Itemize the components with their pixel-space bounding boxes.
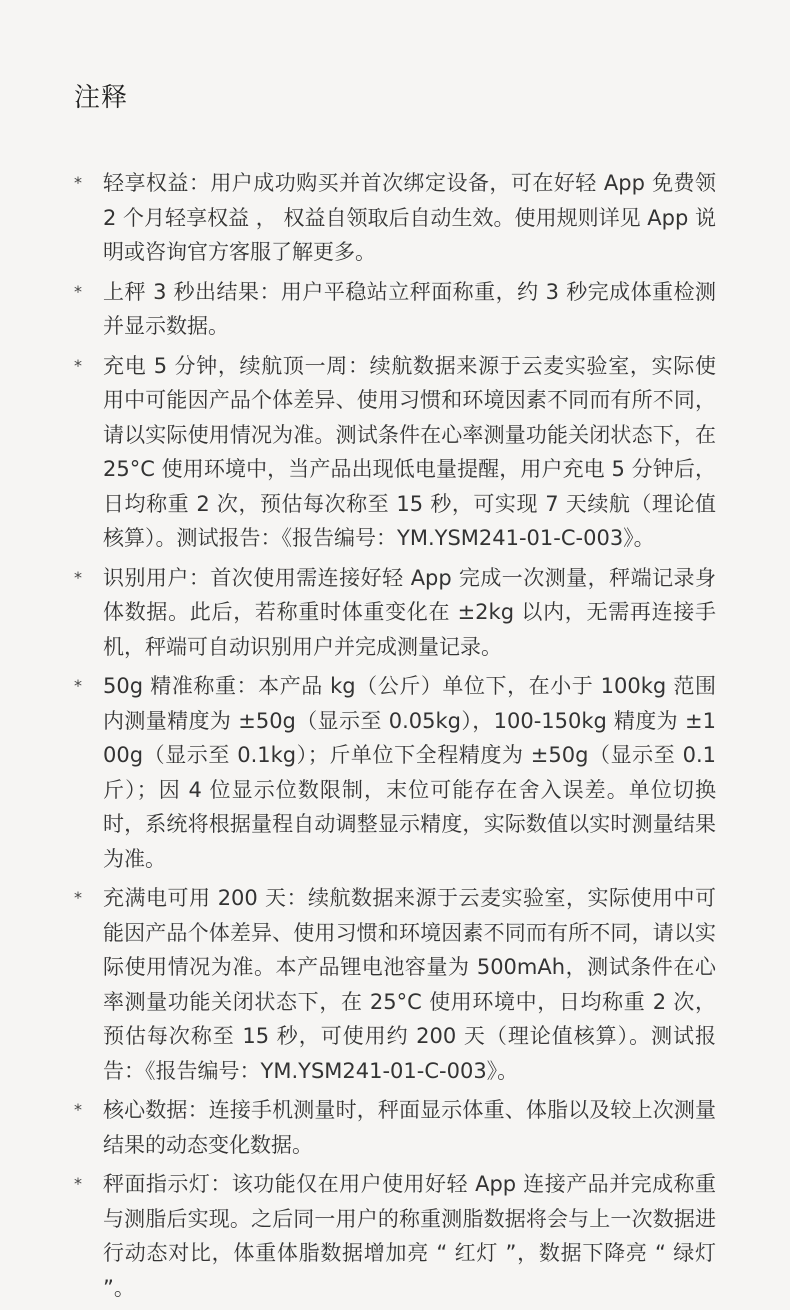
note-text: 上秤 3 秒出结果：用户平稳站立秤面称重，约 3 秒完成体重检测并显示数据。 [103,279,716,338]
note-item [74,349,716,556]
note-item [74,1093,716,1162]
note-item [74,669,716,876]
note-item [74,561,716,665]
bullet-icon: * [74,1100,82,1119]
bullet-icon: * [74,888,82,907]
bullet-icon: * [74,676,82,695]
note-item [74,166,716,270]
note-text: 轻享权益：用户成功购买并首次绑定设备，可在好轻 App 免费领 2 个月轻享权益 ， 权益自领取后自动生效。使用规则详见 App 说明或咨询官方客服了解更多。 [103,171,716,264]
note-text: 充电 5 分钟，续航顶一周：续航数据来源于云麦实验室，实际使用中可能因产品个体差异、使用习惯和环境因素不同而有所不同，请以实际使用情况为准。测试条件在心率测量功能关闭状态下，在 25°C 使用环境中，当产品出现低电量提醒，用户充电 5 分钟后，日均称重 2 次，预估每次称至 15 秒，可实现 7 天续航（理论值核算）。测试报告：《报告编号：YM.YSM241-01-C-003》。 [103,353,716,550]
note-text: 核心数据：连接手机测量时，秤面显示体重、体脂以及较上次测量结果的动态变化数据。 [103,1098,716,1157]
note-item [74,1167,716,1305]
note-item [74,881,716,1088]
bullet-icon: * [74,281,82,301]
note-text: 充满电可用 200 天：续航数据来源于云麦实验室，实际使用中可能因产品个体差异、使用习惯和环境因素不同而有所不同，请以实际使用情况为准。本产品锂电池容量为 500mAh，测试条件在心率测量功能关闭状态下，在 25°C 使用环境中，日均称重 2 次，预估每次称至 15 秒，可使用约 200 天（理论值核算）。测试报告：《报告编号：YM.YSM241-01-C-003》。 [103,886,716,1083]
notes-list [74,166,716,1305]
bullet-icon: * [74,1174,82,1193]
note-item [74,275,716,344]
note-text: 秤面指示灯：该功能仅在用户使用好轻 App 连接产品并完成称重与测脂后实现。之后同一用户的称重测脂数据将会与上一次数据进行动态对比，体重体脂数据增加亮 “ 红灯 ”，数据下降亮 “ 绿灯 ”。 [103,1172,716,1300]
bullet-icon: * [74,173,82,192]
note-text: 识别用户：首次使用需连接好轻 App 完成一次测量，秤端记录身体数据。此后，若称重时体重变化在 ±2kg 以内，无需再连接手机，秤端可自动识别用户并完成测量记录。 [103,565,716,659]
bullet-icon: * [74,355,82,375]
page-title: 注释 [74,83,129,113]
note-text: 50g 精准称重：本产品 kg（公斤）单位下，在小于 100kg 范围内测量精度为 ±50g（显示至 0.05kg），100-150kg 精度为 ±100g（显示至 0.1kg）；斤单位下全程精度为 ±50g（显示至 0.1 斤）；因 4 位显示位数限制，末位可能存在舍入误差。单位切换时，系统将根据量程自动调整显示精度，实际数值以实时测量结果为准。 [103,674,716,871]
bullet-icon: * [74,567,82,587]
